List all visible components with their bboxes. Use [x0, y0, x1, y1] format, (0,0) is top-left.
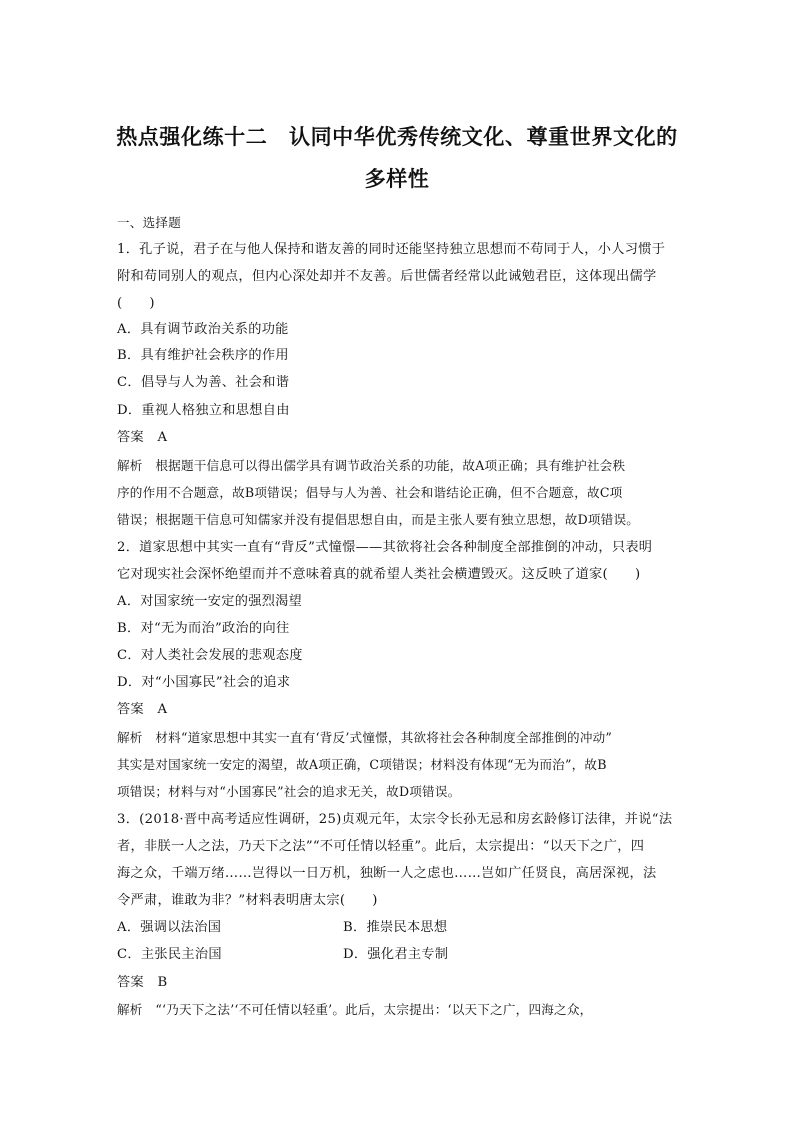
q3-stem-line: 者，非朕一人之法，乃天下之法”“不可任情以轻重”。此后，太宗提出：“以天下之广，四	[117, 839, 645, 854]
q2-analysis-line: 项错误；材料与对“小国寡民”社会的追求无关，故D项错误。	[117, 784, 461, 799]
q2-analysis-line: 其实是对国家统一安定的渴望，故A项正确，C项错误；材料没有体现“无为而治”，故B	[117, 757, 607, 772]
q1-option-c: C．倡导与人为善、社会和谐	[117, 375, 290, 390]
q3-option-d: D．强化君主专制	[343, 947, 449, 962]
q1-option-d: D．重视人格独立和思想自由	[117, 403, 290, 418]
q1-option-b: B．具有维护社会秩序的作用	[117, 348, 289, 363]
page-title-line2: 多样性	[364, 167, 430, 191]
q3-answer: 答案 B	[117, 975, 168, 990]
q1-stem-line: 1．孔子说，君子在与他人保持和谐友善的同时还能坚持独立思想而不苟同于人，小人习惯于	[117, 242, 666, 257]
q2-stem-line: 2．道家思想中其实一直有“背反”式憧憬——其欲将社会各种制度全部推倒的冲动，只表明	[117, 540, 653, 555]
q3-stem-line: 3．(2018·晋中高考适应性调研，25)贞观元年，太宗令长孙无忌和房玄龄修订法律，并说“法	[117, 812, 673, 827]
q1-stem-line: 附和苟同别人的观点，但内心深处却并不友善。后世儒者经常以此诫勉君臣，这体现出儒学	[117, 269, 657, 284]
q3-stem-line: 海之众，千端万绪……岂得以一日万机，独断一人之虑也……岂如广任贤良，高居深视，法	[117, 866, 657, 881]
page-title-line1: 热点强化练十二 认同中华优秀传统文化、尊重世界文化的	[116, 125, 678, 149]
q3-option-b: B．推崇民本思想	[343, 920, 448, 935]
section-heading: 一、选择题	[117, 215, 182, 230]
q1-analysis-line: 序的作用不合题意，故B项错误；倡导与人为善、社会和谐结论正确，但不合题意，故C项	[117, 485, 623, 500]
q2-answer: 答案 A	[117, 702, 168, 717]
q2-stem-line: 它对现实社会深怀绝望而并不意味着真的就希望人类社会横遭毁灭。这反映了道家( )	[117, 567, 641, 582]
q2-analysis-line: 解析 材料“道家思想中其实一直有‘背反’式憧憬，其欲将社会各种制度全部推倒的冲动”	[117, 730, 613, 745]
q2-option-d: D．对“小国寡民”社会的追求	[117, 675, 291, 690]
q2-option-c: C．对人类社会发展的悲观态度	[117, 648, 303, 663]
q3-options-row-2	[117, 945, 679, 965]
q3-analysis-line: 解析 “‘乃天下之法’‘不可任情以轻重’。此后，太宗提出：‘以天下之广，四海之众，	[117, 1002, 593, 1017]
q1-answer: 答案 A	[117, 430, 168, 445]
q2-option-b: B．对“无为而治”政治的向往	[117, 621, 290, 636]
q3-option-a: A．强调以法治国	[117, 920, 222, 935]
q3-option-c: C．主张民主治国	[117, 947, 222, 962]
q1-option-a: A．具有调节政治关系的功能	[117, 322, 289, 337]
q1-stem-line: ( )	[117, 296, 155, 311]
q1-analysis-line: 解析 根据题干信息可以得出儒学具有调节政治关系的功能，故A项正确；具有维护社会秩	[117, 458, 626, 473]
q2-option-a: A．对国家统一安定的强烈渴望	[117, 594, 303, 609]
q3-stem-line: 令严肃，谁敢为非？”材料表明唐太宗( )	[117, 893, 378, 908]
q1-analysis-line: 错误；根据题干信息可知儒家并没有提倡思想自由，而是主张人要有独立思想，故D项错误。	[117, 512, 640, 527]
q3-options-row-1	[117, 918, 679, 938]
